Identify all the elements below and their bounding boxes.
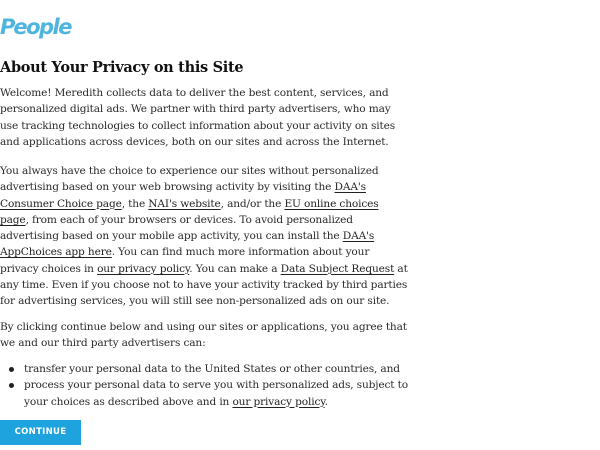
data-subject-request-link[interactable]: Data Subject Request (280, 262, 395, 275)
bullet-privacy-policy-link[interactable]: our privacy policy (232, 395, 325, 408)
daa-consumer-choice-link[interactable]: DAA's Consumer Choice page (0, 181, 366, 210)
choices-paragraph (0, 163, 410, 310)
choices-text-2: , the (121, 197, 149, 210)
choices-text-1: You always have the choice to experience our sites without personalized advertising based on your web browsing activity by visiting the (0, 165, 379, 194)
consent-paragraph: By clicking continue below and using our sites or applications, you agree that we and our third party advertisers can: (0, 321, 407, 350)
intro-paragraph: Welcome! Meredith collects data to deliver the best content, services, and personalized digital ads. We partner with third party advertisers, who may use tracking technologies to collect information about your activity on sites and applications across devices, both on our sites and across the Internet. (0, 87, 396, 148)
list-item (0, 361, 410, 377)
bullet-end: . (324, 395, 328, 408)
bullet-icon (9, 383, 14, 388)
bullet-text: transfer your personal data to the United States or other countries, and (24, 363, 400, 375)
consent-bullet-list (0, 361, 410, 410)
privacy-policy-link[interactable]: our privacy policy (97, 262, 190, 275)
choices-text-7: at any time. Even if you choose not to have your activity tracked by third parties for advertising services, you will still see non-personalized ads on our site. (0, 262, 408, 308)
daa-appchoices-link[interactable]: DAA's AppChoices app here (0, 230, 375, 259)
page-title: About Your Privacy on this Site (0, 59, 244, 76)
choices-text-6: . You can make a (189, 262, 281, 275)
nai-website-link[interactable]: NAI's website (148, 197, 221, 210)
bullet-icon (9, 367, 14, 372)
choices-text-3: , and/or the (220, 197, 285, 210)
bullet-text: process your personal data to serve you with personalized ads, subject to your choices as described above and in (24, 379, 408, 408)
people-logo: People (0, 15, 71, 39)
choices-text-5: . You can find much more information about your privacy choices in (0, 246, 370, 275)
eu-online-choices-link[interactable]: EU online choices page (0, 197, 379, 226)
list-item (0, 377, 410, 410)
continue-button[interactable]: CONTINUE (0, 420, 81, 445)
choices-text-4: , from each of your browsers or devices. To avoid personalized advertising based on your mobile app activity, you can install the (0, 213, 353, 243)
